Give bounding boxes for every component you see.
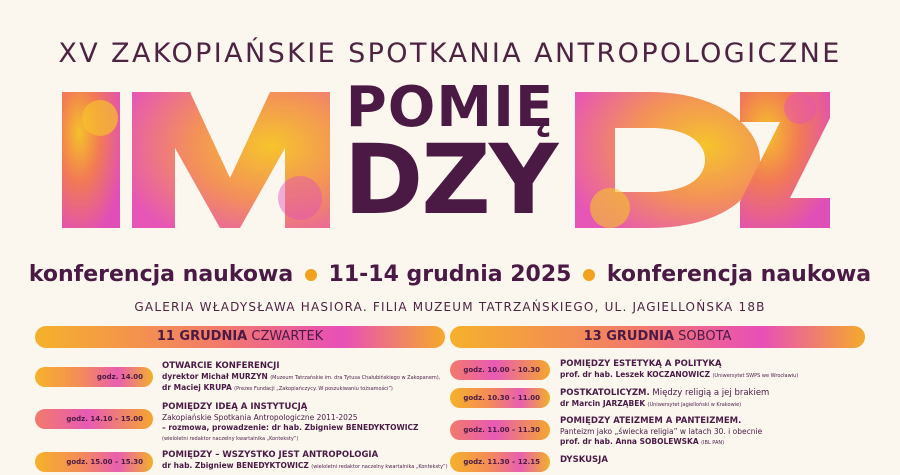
day-weekday: CZWARTEK (251, 329, 324, 344)
day-date: 13 GRUDNIA (583, 329, 675, 344)
event-line: (wieloletni redaktor naczelny kwartalnika „Konteksty”) (162, 436, 299, 442)
event-item (162, 402, 418, 444)
event-title: DYSKUSJA (560, 455, 608, 465)
main-word-line2: DZY (343, 124, 557, 236)
time-pill: godz. 15.00 – 15.30 (35, 452, 153, 472)
event-line: – rozmowa, prowadzenie: dr hab. Zbigniew BENEDYKTOWICZ (162, 423, 419, 432)
event-line: dr Maciej KRUPA (Prezes Fundacji „Zakopiańczycy. W poszukiwaniu tożsamości”) (162, 383, 393, 392)
event-title: POMIĘDZY – WSZYSTKO JEST ANTROPOLOGIA (162, 450, 379, 460)
day-header-1 (35, 326, 445, 348)
day-header-2 (450, 326, 865, 348)
event-line: Zakopiańskie Spotkania Antropologiczne 2011-2025 (162, 413, 358, 422)
event-item (162, 361, 440, 394)
event-line: dr Marcin JARZĄBEK (Uniwersytet Jagielloński w Krakowie) (560, 399, 742, 408)
conference-label-left: konferencja naukowa (28, 262, 294, 287)
time-pill: godz. 14.10 – 15.00 (35, 409, 153, 429)
event-title: POMIĘDZY IDEĄ A INSTYTUCJĄ (162, 402, 308, 412)
main-word (335, 75, 565, 236)
event-line: dyrektor Michał MURZYN (Muzeum Tatrzańskie im. dra Tytusa Chałubińskiego w Zakopanem), (162, 372, 441, 381)
event-line: prof. dr hab. Leszek KOCZANOWICZ (Uniwersytet SWPS we Wrocławiu) (560, 370, 799, 379)
event-item (162, 450, 448, 472)
event-item (560, 359, 798, 381)
event-line: prof. dr hab. Anna SOBOLEWSKA (IBL PAN) (560, 437, 725, 446)
event-item (560, 455, 608, 466)
venue: GALERIA WŁADYSŁAWA HASIORA. FILIA MUZEUM TATRZAŃSKIEGO, UL. JAGIELLOŃSKA 18B (134, 300, 766, 314)
series-title: XV ZAKOPIAŃSKIE SPOTKANIA ANTROPOLOGICZNE (58, 38, 842, 69)
event-line: dr hab. Zbigniew BENEDYKTOWICZ (wieloletni redaktor naczelny kwartalnika „Konteksty”) (162, 461, 448, 470)
event-title: POMIĘDZY ATEIZMEM A PANTEIZMEM. (560, 416, 742, 426)
event-title: OTWARCIE KONFERENCJI (162, 361, 280, 371)
event-item (560, 416, 762, 448)
left-letter-shape (62, 92, 330, 228)
time-pill: godz. 11.00 – 11.30 (450, 420, 550, 440)
time-pill: godz. 11.30 – 12.15 (450, 452, 550, 472)
time-pill: godz. 10.00 – 10.30 (450, 360, 550, 380)
dot-icon (583, 269, 595, 281)
main-word-line1: POMIĘ (345, 75, 555, 140)
conference-label-right: konferencja naukowa (606, 262, 872, 287)
right-letter-shape (575, 92, 830, 228)
time-pill: godz. 10.30 – 11.00 (450, 388, 550, 408)
time-pill: godz. 14.00 (35, 367, 153, 387)
day-weekday: SOBOTA (678, 329, 732, 344)
event-title: POSTKATOLICYZM. Między religią a jej brakiem (560, 388, 770, 398)
dot-icon (305, 269, 317, 281)
day-date: 11 GRUDNIA (156, 329, 248, 344)
conference-dates: 11-14 grudnia 2025 (328, 262, 572, 287)
event-title: POMIĘDZY ESTETYKĄ A POLITYKĄ (560, 359, 722, 369)
event-item (560, 388, 769, 410)
conference-line (0, 262, 900, 287)
event-line: Panteizm jako „świecka religia” w latach 30. i obecnie (560, 427, 763, 436)
